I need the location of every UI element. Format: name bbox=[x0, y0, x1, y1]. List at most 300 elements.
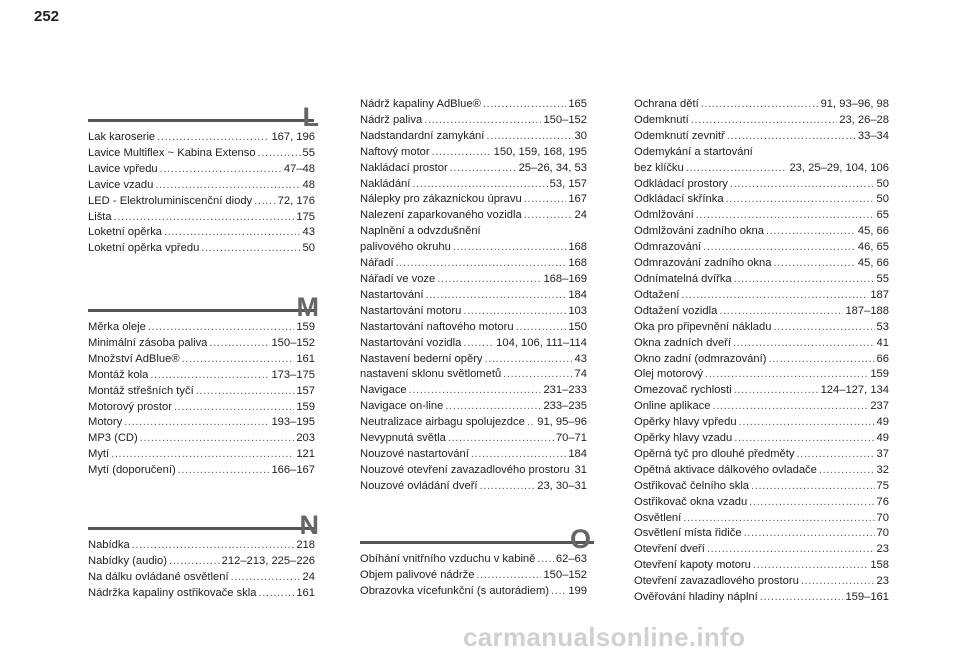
entry-pages: 45, 66 bbox=[857, 257, 889, 270]
section-header-l bbox=[88, 94, 319, 132]
index-entry bbox=[634, 447, 889, 463]
entry-pages: 166–167 bbox=[271, 464, 315, 477]
entry-term: Nouzové otevření zavazadlového prostoru bbox=[360, 463, 570, 476]
entry-term: Motory bbox=[88, 416, 123, 429]
dot-leader bbox=[734, 383, 819, 399]
index-entry bbox=[88, 225, 315, 241]
index-entry bbox=[360, 320, 587, 336]
dot-leader bbox=[463, 336, 494, 352]
index-entry bbox=[88, 570, 315, 586]
index-entry bbox=[88, 554, 315, 570]
index-entry bbox=[634, 352, 889, 368]
entry-pages: 50 bbox=[876, 177, 889, 190]
entry-pages: 70–71 bbox=[555, 432, 587, 445]
entry-pages: 37 bbox=[876, 447, 889, 460]
entry-term: Loketní opěrka vpředu bbox=[88, 242, 200, 255]
entry-pages: 167 bbox=[568, 193, 587, 206]
entry-term: LED - Elektroluminiscenční diody bbox=[88, 194, 253, 207]
dot-leader bbox=[155, 178, 300, 194]
entry-pages: 168 bbox=[568, 257, 587, 270]
index-entry bbox=[360, 177, 587, 193]
entry-term: Ověřování hladiny náplní bbox=[634, 591, 758, 604]
dot-leader bbox=[476, 568, 541, 584]
middle-column-o bbox=[360, 516, 591, 600]
left-column bbox=[88, 94, 319, 257]
entry-term: Neutralizace airbagu spolujezdce bbox=[360, 416, 525, 429]
entry-term: Opětná aktivace dálkového ovladače bbox=[634, 463, 817, 476]
dot-leader bbox=[801, 574, 875, 590]
entry-pages: 48 bbox=[302, 178, 315, 191]
index-entry bbox=[634, 526, 889, 542]
dot-leader bbox=[730, 177, 875, 193]
entry-pages: 212–213, 225–226 bbox=[221, 554, 315, 567]
entry-term: Odtažení vozidla bbox=[634, 304, 718, 317]
entry-pages: 45, 66 bbox=[857, 225, 889, 238]
entry-term: Nastartování bbox=[360, 288, 424, 301]
entry-term: Nádrž kapaliny AdBlue® bbox=[360, 98, 481, 110]
entry-pages: 203 bbox=[296, 432, 315, 445]
index-entry bbox=[360, 97, 587, 113]
dot-leader bbox=[150, 368, 269, 384]
entry-pages: 50 bbox=[302, 242, 315, 255]
entry-pages: 49 bbox=[876, 416, 889, 429]
dot-leader bbox=[527, 415, 535, 431]
section-n-left-entries bbox=[88, 538, 315, 602]
index-entry bbox=[634, 542, 889, 558]
entry-pages: 237 bbox=[870, 400, 889, 413]
entry-pages: 159 bbox=[870, 368, 889, 381]
entry-term: Mytí bbox=[88, 448, 110, 461]
dot-leader bbox=[259, 586, 295, 602]
entry-pages: 173–175 bbox=[271, 368, 315, 381]
index-entry bbox=[634, 574, 889, 590]
entry-pages: 124–127, 134 bbox=[820, 384, 889, 397]
dot-leader bbox=[182, 352, 295, 368]
section-o-right-entries bbox=[634, 97, 889, 606]
dot-leader bbox=[483, 97, 567, 113]
entry-pages: 76 bbox=[876, 495, 889, 508]
entry-term: Nářadí ve voze bbox=[360, 272, 436, 285]
dot-leader bbox=[537, 552, 553, 568]
entry-pages: 175 bbox=[296, 210, 315, 223]
index-entry bbox=[360, 288, 587, 304]
entry-pages: 75 bbox=[876, 479, 889, 492]
entry-pages: 47–48 bbox=[283, 162, 315, 175]
dot-leader bbox=[734, 272, 875, 288]
entry-pages: 43 bbox=[574, 352, 587, 365]
dot-leader bbox=[727, 129, 856, 145]
entry-term: Otevření dveří bbox=[634, 543, 705, 556]
entry-pages: 159–161 bbox=[845, 591, 889, 604]
entry-term: Odkládací skřínka bbox=[634, 193, 724, 206]
entry-term: Ostřikovač okna vzadu bbox=[634, 495, 748, 508]
dot-leader bbox=[425, 288, 566, 304]
entry-pages: 231–233 bbox=[543, 384, 587, 397]
dot-leader bbox=[409, 383, 542, 399]
entry-pages: 199 bbox=[568, 584, 587, 597]
entry-pages: 46, 65 bbox=[857, 241, 889, 254]
dot-leader bbox=[733, 336, 875, 352]
index-entry bbox=[634, 208, 889, 224]
entry-pages: 150–152 bbox=[543, 113, 587, 126]
index-entry-heading: Naplnění a odvzdušnění bbox=[360, 225, 481, 238]
entry-pages: 24 bbox=[302, 570, 315, 583]
index-entry bbox=[634, 304, 889, 320]
dot-leader bbox=[178, 463, 270, 479]
index-entry bbox=[634, 383, 889, 399]
dot-leader bbox=[707, 542, 875, 558]
entry-pages: 187–188 bbox=[845, 304, 889, 317]
entry-term: Montáž kola bbox=[88, 368, 149, 381]
index-entry-heading: Odemykání a startování bbox=[634, 145, 753, 158]
entry-pages: 53 bbox=[876, 320, 889, 333]
entry-term: Na dálku ovládané osvětlení bbox=[88, 570, 229, 583]
entry-pages: 104, 106, 111–114 bbox=[496, 336, 587, 349]
section-rule bbox=[88, 309, 314, 312]
entry-pages: 23, 25–29, 104, 106 bbox=[789, 161, 889, 174]
dot-leader bbox=[713, 399, 869, 415]
entry-term: Odemknutí zevnitř bbox=[634, 129, 725, 142]
entry-pages: 150 bbox=[568, 320, 587, 333]
entry-pages: 23 bbox=[876, 543, 889, 556]
index-entry bbox=[634, 511, 889, 527]
entry-pages: 55 bbox=[876, 272, 889, 285]
entry-pages: 70 bbox=[876, 511, 889, 524]
entry-term: Nádržka kapaliny ostřikovače skla bbox=[88, 586, 257, 599]
index-entry bbox=[634, 113, 889, 129]
index-entry bbox=[88, 447, 315, 463]
dot-leader bbox=[701, 97, 819, 113]
entry-term: Nálepky pro zákaznickou úpravu bbox=[360, 193, 522, 206]
entry-pages: 31 bbox=[574, 463, 587, 476]
index-entry bbox=[634, 240, 889, 256]
entry-term: Otevření kapoty motoru bbox=[634, 559, 751, 572]
index-entry bbox=[360, 568, 587, 584]
section-header-o bbox=[360, 516, 591, 554]
entry-pages: 150–152 bbox=[271, 336, 315, 349]
entry-pages: 43 bbox=[302, 226, 315, 239]
dot-leader bbox=[209, 336, 269, 352]
left-column-m bbox=[88, 284, 319, 479]
dot-leader bbox=[773, 320, 874, 336]
section-l-entries bbox=[88, 130, 315, 257]
dot-leader bbox=[744, 526, 875, 542]
entry-term: Ochrana dětí bbox=[634, 98, 699, 110]
dot-leader bbox=[572, 463, 573, 479]
dot-leader bbox=[196, 384, 295, 400]
entry-term: Nalezení zaparkovaného vozidla bbox=[360, 209, 522, 222]
entry-term: Opěrky hlavy vzadu bbox=[634, 432, 733, 445]
entry-pages: 30 bbox=[574, 129, 587, 142]
entry-term: Nevypnutá světla bbox=[360, 432, 446, 445]
index-entry bbox=[634, 224, 889, 240]
index-entry bbox=[634, 479, 889, 495]
entry-term: Opěrná tyč pro dlouhé předměty bbox=[634, 447, 795, 460]
dot-leader bbox=[111, 447, 294, 463]
entry-pages: 161 bbox=[296, 586, 315, 599]
entry-term: nastavení sklonu světlometů bbox=[360, 368, 502, 381]
index-entry bbox=[360, 336, 587, 352]
entry-term: Ostřikovač čelního skla bbox=[634, 479, 750, 492]
entry-pages: 158 bbox=[870, 559, 889, 572]
entry-pages: 187 bbox=[870, 288, 889, 301]
entry-pages: 161 bbox=[296, 352, 315, 365]
index-entry bbox=[360, 208, 587, 224]
entry-pages: 50 bbox=[876, 193, 889, 206]
index-entry bbox=[360, 161, 587, 177]
index-entry bbox=[360, 431, 587, 447]
index-entry bbox=[634, 431, 889, 447]
entry-term: Odnímatelná dvířka bbox=[634, 272, 732, 285]
section-letter-m: M bbox=[296, 292, 319, 322]
entry-pages: 121 bbox=[296, 448, 315, 461]
middle-column bbox=[360, 97, 587, 495]
index-entry bbox=[634, 336, 889, 352]
entry-pages: 150–152 bbox=[543, 568, 587, 581]
entry-term: Nastartování vozidla bbox=[360, 336, 462, 349]
dot-leader bbox=[124, 415, 269, 431]
section-o-middle-entries bbox=[360, 552, 587, 600]
dot-leader bbox=[726, 192, 875, 208]
entry-term: Osvětlení místa řidiče bbox=[634, 527, 742, 540]
index-entry bbox=[634, 161, 889, 177]
dot-leader bbox=[749, 495, 874, 511]
dot-leader bbox=[691, 113, 837, 129]
index-entry bbox=[360, 272, 587, 288]
dot-leader bbox=[734, 431, 874, 447]
index-entry bbox=[360, 145, 587, 161]
entry-pages: 168 bbox=[568, 241, 587, 254]
section-header-n bbox=[88, 502, 319, 540]
entry-term: Odmlžování bbox=[634, 209, 694, 222]
entry-pages: 233–235 bbox=[543, 400, 587, 413]
index-entry bbox=[360, 479, 587, 495]
entry-term: Nastartování motoru bbox=[360, 304, 462, 317]
entry-pages: 72, 176 bbox=[277, 194, 315, 207]
index-entry bbox=[88, 415, 315, 431]
index-entry bbox=[360, 584, 587, 600]
dot-leader bbox=[201, 241, 300, 257]
entry-pages: 33–34 bbox=[857, 129, 889, 142]
dot-leader bbox=[683, 511, 874, 527]
entry-term: Objem palivové nádrže bbox=[360, 568, 475, 581]
entry-term: Nouzové ovládání dveří bbox=[360, 479, 478, 492]
index-entry bbox=[88, 586, 315, 602]
index-entry bbox=[88, 130, 315, 146]
index-entry bbox=[634, 256, 889, 272]
entry-term: Nabídka bbox=[88, 539, 130, 551]
dot-leader bbox=[453, 240, 567, 256]
left-column-n bbox=[88, 502, 319, 602]
dot-leader bbox=[796, 447, 874, 463]
dot-leader bbox=[169, 554, 220, 570]
section-n-middle-entries bbox=[360, 97, 587, 495]
index-entry bbox=[88, 210, 315, 226]
entry-pages: 32 bbox=[876, 463, 889, 476]
entry-term: bez klíčku bbox=[634, 161, 684, 174]
entry-term: MP3 (CD) bbox=[88, 432, 138, 445]
entry-term: Navigace bbox=[360, 384, 407, 397]
index-entry bbox=[88, 162, 315, 178]
dot-leader bbox=[516, 320, 567, 336]
entry-pages: 23, 26–28 bbox=[839, 113, 889, 126]
entry-term: Lavice vpředu bbox=[88, 162, 158, 175]
site-watermark: carmanualsonline.info bbox=[463, 622, 746, 652]
dot-leader bbox=[703, 240, 856, 256]
dot-leader bbox=[753, 558, 868, 574]
dot-leader bbox=[471, 447, 566, 463]
index-entry bbox=[88, 178, 315, 194]
index-entry bbox=[88, 384, 315, 400]
entry-pages: 184 bbox=[568, 288, 587, 301]
entry-pages: 167, 196 bbox=[271, 131, 315, 143]
index-entry bbox=[88, 368, 315, 384]
dot-leader bbox=[503, 367, 572, 383]
index-entry bbox=[88, 320, 315, 336]
index-entry bbox=[88, 146, 315, 162]
entry-term: Osvětlení bbox=[634, 511, 682, 524]
entry-term: Nářadí bbox=[360, 257, 394, 270]
dot-leader bbox=[424, 113, 541, 129]
entry-pages: 193–195 bbox=[271, 416, 315, 429]
entry-pages: 66 bbox=[876, 352, 889, 365]
index-entry bbox=[634, 272, 889, 288]
entry-pages: 41 bbox=[876, 336, 889, 349]
index-entry bbox=[360, 256, 587, 272]
index-entry bbox=[634, 97, 889, 113]
dot-leader bbox=[396, 256, 567, 272]
index-entry bbox=[88, 194, 315, 210]
entry-pages: 184 bbox=[568, 447, 587, 460]
index-entry bbox=[360, 129, 587, 145]
entry-pages: 150, 159, 168, 195 bbox=[493, 145, 587, 158]
index-entry bbox=[634, 367, 889, 383]
section-rule bbox=[88, 527, 314, 530]
dot-leader bbox=[719, 304, 843, 320]
entry-term: Obrazovka vícefunkční (s autorádiem) bbox=[360, 584, 550, 597]
entry-term: Obíhání vnitřního vzduchu v kabině bbox=[360, 553, 536, 565]
entry-term: Odmlžování zadního okna bbox=[634, 225, 764, 238]
entry-term: Lak karoserie bbox=[88, 131, 156, 143]
dot-leader bbox=[819, 463, 875, 479]
entry-pages: 74 bbox=[574, 368, 587, 381]
entry-pages: 53, 157 bbox=[549, 177, 587, 190]
entry-pages: 70 bbox=[876, 527, 889, 540]
dot-leader bbox=[705, 367, 868, 383]
dot-leader bbox=[686, 161, 788, 177]
entry-pages: 23 bbox=[876, 575, 889, 588]
entry-term: Naftový motor bbox=[360, 145, 430, 158]
index-entry bbox=[88, 431, 315, 447]
entry-pages: 65 bbox=[876, 209, 889, 222]
entry-term: palivového okruhu bbox=[360, 241, 451, 254]
entry-term: Omezovač rychlosti bbox=[634, 384, 732, 397]
index-entry bbox=[634, 192, 889, 208]
dot-leader bbox=[445, 399, 541, 415]
index-entry bbox=[360, 192, 587, 208]
entry-pages: 91, 95–96 bbox=[537, 416, 587, 429]
index-entry bbox=[360, 399, 587, 415]
entry-term: Nastavení bederní opěry bbox=[360, 352, 483, 365]
entry-term: Nouzové nastartování bbox=[360, 447, 469, 460]
entry-pages: 25–26, 34, 53 bbox=[518, 161, 587, 174]
right-column bbox=[634, 97, 889, 606]
dot-leader bbox=[751, 479, 875, 495]
page-number: 252 bbox=[34, 8, 60, 25]
dot-leader bbox=[254, 194, 276, 210]
entry-pages: 103 bbox=[568, 304, 587, 317]
dot-leader bbox=[463, 304, 566, 320]
entry-term: Otevření zavazadlového prostoru bbox=[634, 575, 799, 588]
index-entry bbox=[360, 240, 587, 256]
entry-term: Montáž střešních tyčí bbox=[88, 384, 194, 397]
entry-term: Olej motorový bbox=[634, 368, 704, 381]
entry-term: Lišta bbox=[88, 210, 112, 223]
section-header-m bbox=[88, 284, 319, 322]
section-letter-o: O bbox=[569, 524, 591, 554]
index-entry bbox=[360, 383, 587, 399]
index-entry bbox=[634, 320, 889, 336]
dot-leader bbox=[768, 352, 874, 368]
dot-leader bbox=[148, 320, 295, 336]
dot-leader bbox=[450, 161, 517, 177]
index-entry bbox=[88, 400, 315, 416]
entry-pages: 159 bbox=[296, 321, 315, 333]
dot-leader bbox=[486, 129, 572, 145]
section-m-entries bbox=[88, 320, 315, 479]
dot-leader bbox=[258, 146, 301, 162]
entry-pages: 157 bbox=[296, 384, 315, 397]
dot-leader bbox=[448, 431, 554, 447]
index-entry bbox=[634, 558, 889, 574]
dot-leader bbox=[480, 479, 536, 495]
dot-leader bbox=[766, 224, 856, 240]
section-rule bbox=[88, 119, 314, 122]
index-entry bbox=[634, 495, 889, 511]
index-entry bbox=[88, 336, 315, 352]
dot-leader bbox=[696, 208, 875, 224]
index-entry bbox=[88, 241, 315, 257]
dot-leader bbox=[681, 288, 868, 304]
dot-leader bbox=[132, 538, 295, 554]
index-entry bbox=[88, 463, 315, 479]
dot-leader bbox=[140, 431, 295, 447]
index-entry bbox=[360, 447, 587, 463]
entry-term: Nakládací prostor bbox=[360, 161, 448, 174]
index-entry bbox=[88, 352, 315, 368]
entry-term: Loketní opěrka bbox=[88, 226, 163, 239]
index-entry bbox=[360, 552, 587, 568]
entry-pages: 91, 93–96, 98 bbox=[820, 98, 889, 110]
index-entry bbox=[360, 352, 587, 368]
section-rule bbox=[360, 541, 594, 544]
dot-leader bbox=[157, 130, 269, 146]
entry-pages: 62–63 bbox=[555, 553, 587, 565]
section-letter-l: L bbox=[302, 102, 319, 132]
index-entry bbox=[634, 129, 889, 145]
index-entry bbox=[634, 288, 889, 304]
entry-term: Odemknutí bbox=[634, 113, 689, 126]
entry-term: Nastartování naftového motoru bbox=[360, 320, 514, 333]
dot-leader bbox=[773, 256, 855, 272]
entry-term: Nadstandardní zamykání bbox=[360, 129, 485, 142]
dot-leader bbox=[432, 145, 492, 161]
index-entry bbox=[634, 399, 889, 415]
dot-leader bbox=[551, 584, 566, 600]
entry-term: Odkládací prostory bbox=[634, 177, 728, 190]
index-entry bbox=[360, 304, 587, 320]
entry-term: Odtažení bbox=[634, 288, 680, 301]
